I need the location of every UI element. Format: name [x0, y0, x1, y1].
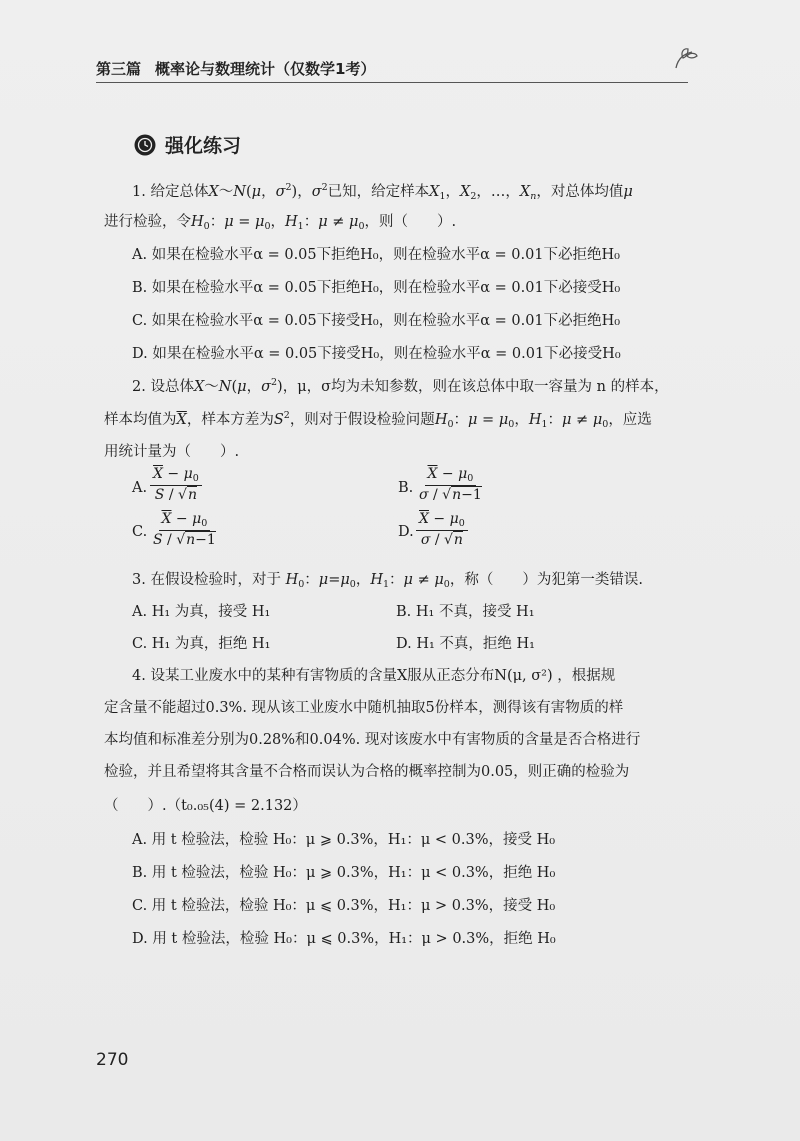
clock-badge-icon: [134, 134, 156, 156]
q2-option-b-label: B.: [398, 480, 414, 496]
q2-option-d-fraction: $\frac{\overline{X} - \mu_0}{\sigma / √n}$: [416, 511, 468, 548]
q3-option-d: D. H₁ 不真，拒绝 H₁: [396, 636, 535, 652]
q3-option-b: B. H₁ 不真，接受 H₁: [396, 604, 535, 620]
q3-option-c: C. H₁ 为真，拒绝 H₁: [132, 636, 271, 652]
q2-line1: 2. 设总体X～N(μ，$\sigma^2$)，μ，σ均为未知参数，则在该总体中取一容量为 n 的样本，: [132, 377, 669, 395]
q4-line3: 本均值和标准差分别为0.28%和0.04%. 现对该废水中有害物质的含量是否合格进行: [104, 732, 641, 748]
q2-option-c-label: C.: [132, 524, 148, 540]
q2-option-b-fraction: $\frac{\overline{X} - \mu_0}{\sigma / √n-1}$: [419, 466, 482, 503]
section-title: 强化练习: [165, 135, 242, 157]
q4-line4: 检验，并且希望将其含量不合格而误认为合格的概率控制为0.05，则正确的检验为: [104, 764, 630, 780]
q4-option-c: C. 用 t 检验法，检验 H₀：μ ⩽ 0.3%，H₁：μ > 0.3%，接受 H₀: [132, 898, 556, 914]
page-number: 270: [96, 1050, 129, 1070]
leaf-ornament-icon: [670, 44, 700, 74]
q4-line5: （ ）.（t₀.₀₅(4) = 2.132）: [104, 798, 307, 814]
q3-line1: 3. 在假设检验时，对于 $H_0$：$\mu=\mu_0$，$H_1$：$\mu \ne \mu_0$，称（ ）为犯第一类错误.: [132, 572, 643, 590]
q2-line2: 样本均值为$\overline{X}$，样本方差为$S^2$，则对于假设检验问题$H_0$：$\mu = \mu_0$，$H_1$：$\mu \ne \mu_0$，应选: [104, 410, 652, 430]
header-part: 第三篇: [96, 60, 142, 78]
running-header: [96, 58, 375, 79]
q2-option-a-fraction: $\frac{\overline{X} - \mu_0}{S / √n}$: [150, 466, 202, 503]
q2-option-d-label: D.: [398, 524, 414, 540]
header-rule: [96, 82, 688, 83]
q4-line2: 定含量不能超过0.3%. 现从该工业废水中随机抽取5份样本，测得该有害物质的样: [104, 700, 624, 716]
q2-option-c-fraction: $\frac{\overline{X} - \mu_0}{S / √n-1}$: [153, 511, 216, 548]
q4-option-b: B. 用 t 检验法，检验 H₀：μ ⩾ 0.3%，H₁：μ < 0.3%，拒绝 H₀: [132, 865, 556, 881]
q1-line1: 1. 给定总体X～N(μ，$\sigma^2$)，$\sigma^2$已知，给定样本$X_1$，$X_2$，…，$X_n$，对总体均值μ: [132, 182, 633, 202]
q2-line3: 用统计量为（ ）.: [104, 444, 240, 460]
q1-option-c: C. 如果在检验水平α = 0.05下接受H₀，则在检验水平α = 0.01下必拒绝H₀: [132, 313, 621, 329]
q1-line2: 进行检验，令$H_0$：$\mu = \mu_0$，$H_1$：$\mu \ne \mu_0$，则（ ）.: [104, 214, 457, 232]
q1-option-b: B. 如果在检验水平α = 0.05下拒绝H₀，则在检验水平α = 0.01下必接受H₀: [132, 280, 621, 296]
q4-line1: 4. 设某工业废水中的某种有害物质的含量X服从正态分布N(μ, σ²) ，根据规: [132, 668, 616, 684]
q3-option-a: A. H₁ 为真，接受 H₁: [132, 604, 271, 620]
q1-option-d: D. 如果在检验水平α = 0.05下接受H₀，则在检验水平α = 0.01下必接受H₀: [132, 346, 621, 362]
q4-option-d: D. 用 t 检验法，检验 H₀：μ ⩽ 0.3%，H₁：μ > 0.3%，拒绝 H₀: [132, 931, 556, 947]
q1-option-a: A. 如果在检验水平α = 0.05下拒绝H₀，则在检验水平α = 0.01下必拒绝H₀: [132, 247, 620, 263]
header-subject: 概率论与数理统计（仅数学1考）: [155, 60, 376, 78]
q2-option-a-label: A.: [132, 480, 148, 496]
q4-option-a: A. 用 t 检验法，检验 H₀：μ ⩾ 0.3%，H₁：μ < 0.3%，接受 H₀: [132, 832, 556, 848]
